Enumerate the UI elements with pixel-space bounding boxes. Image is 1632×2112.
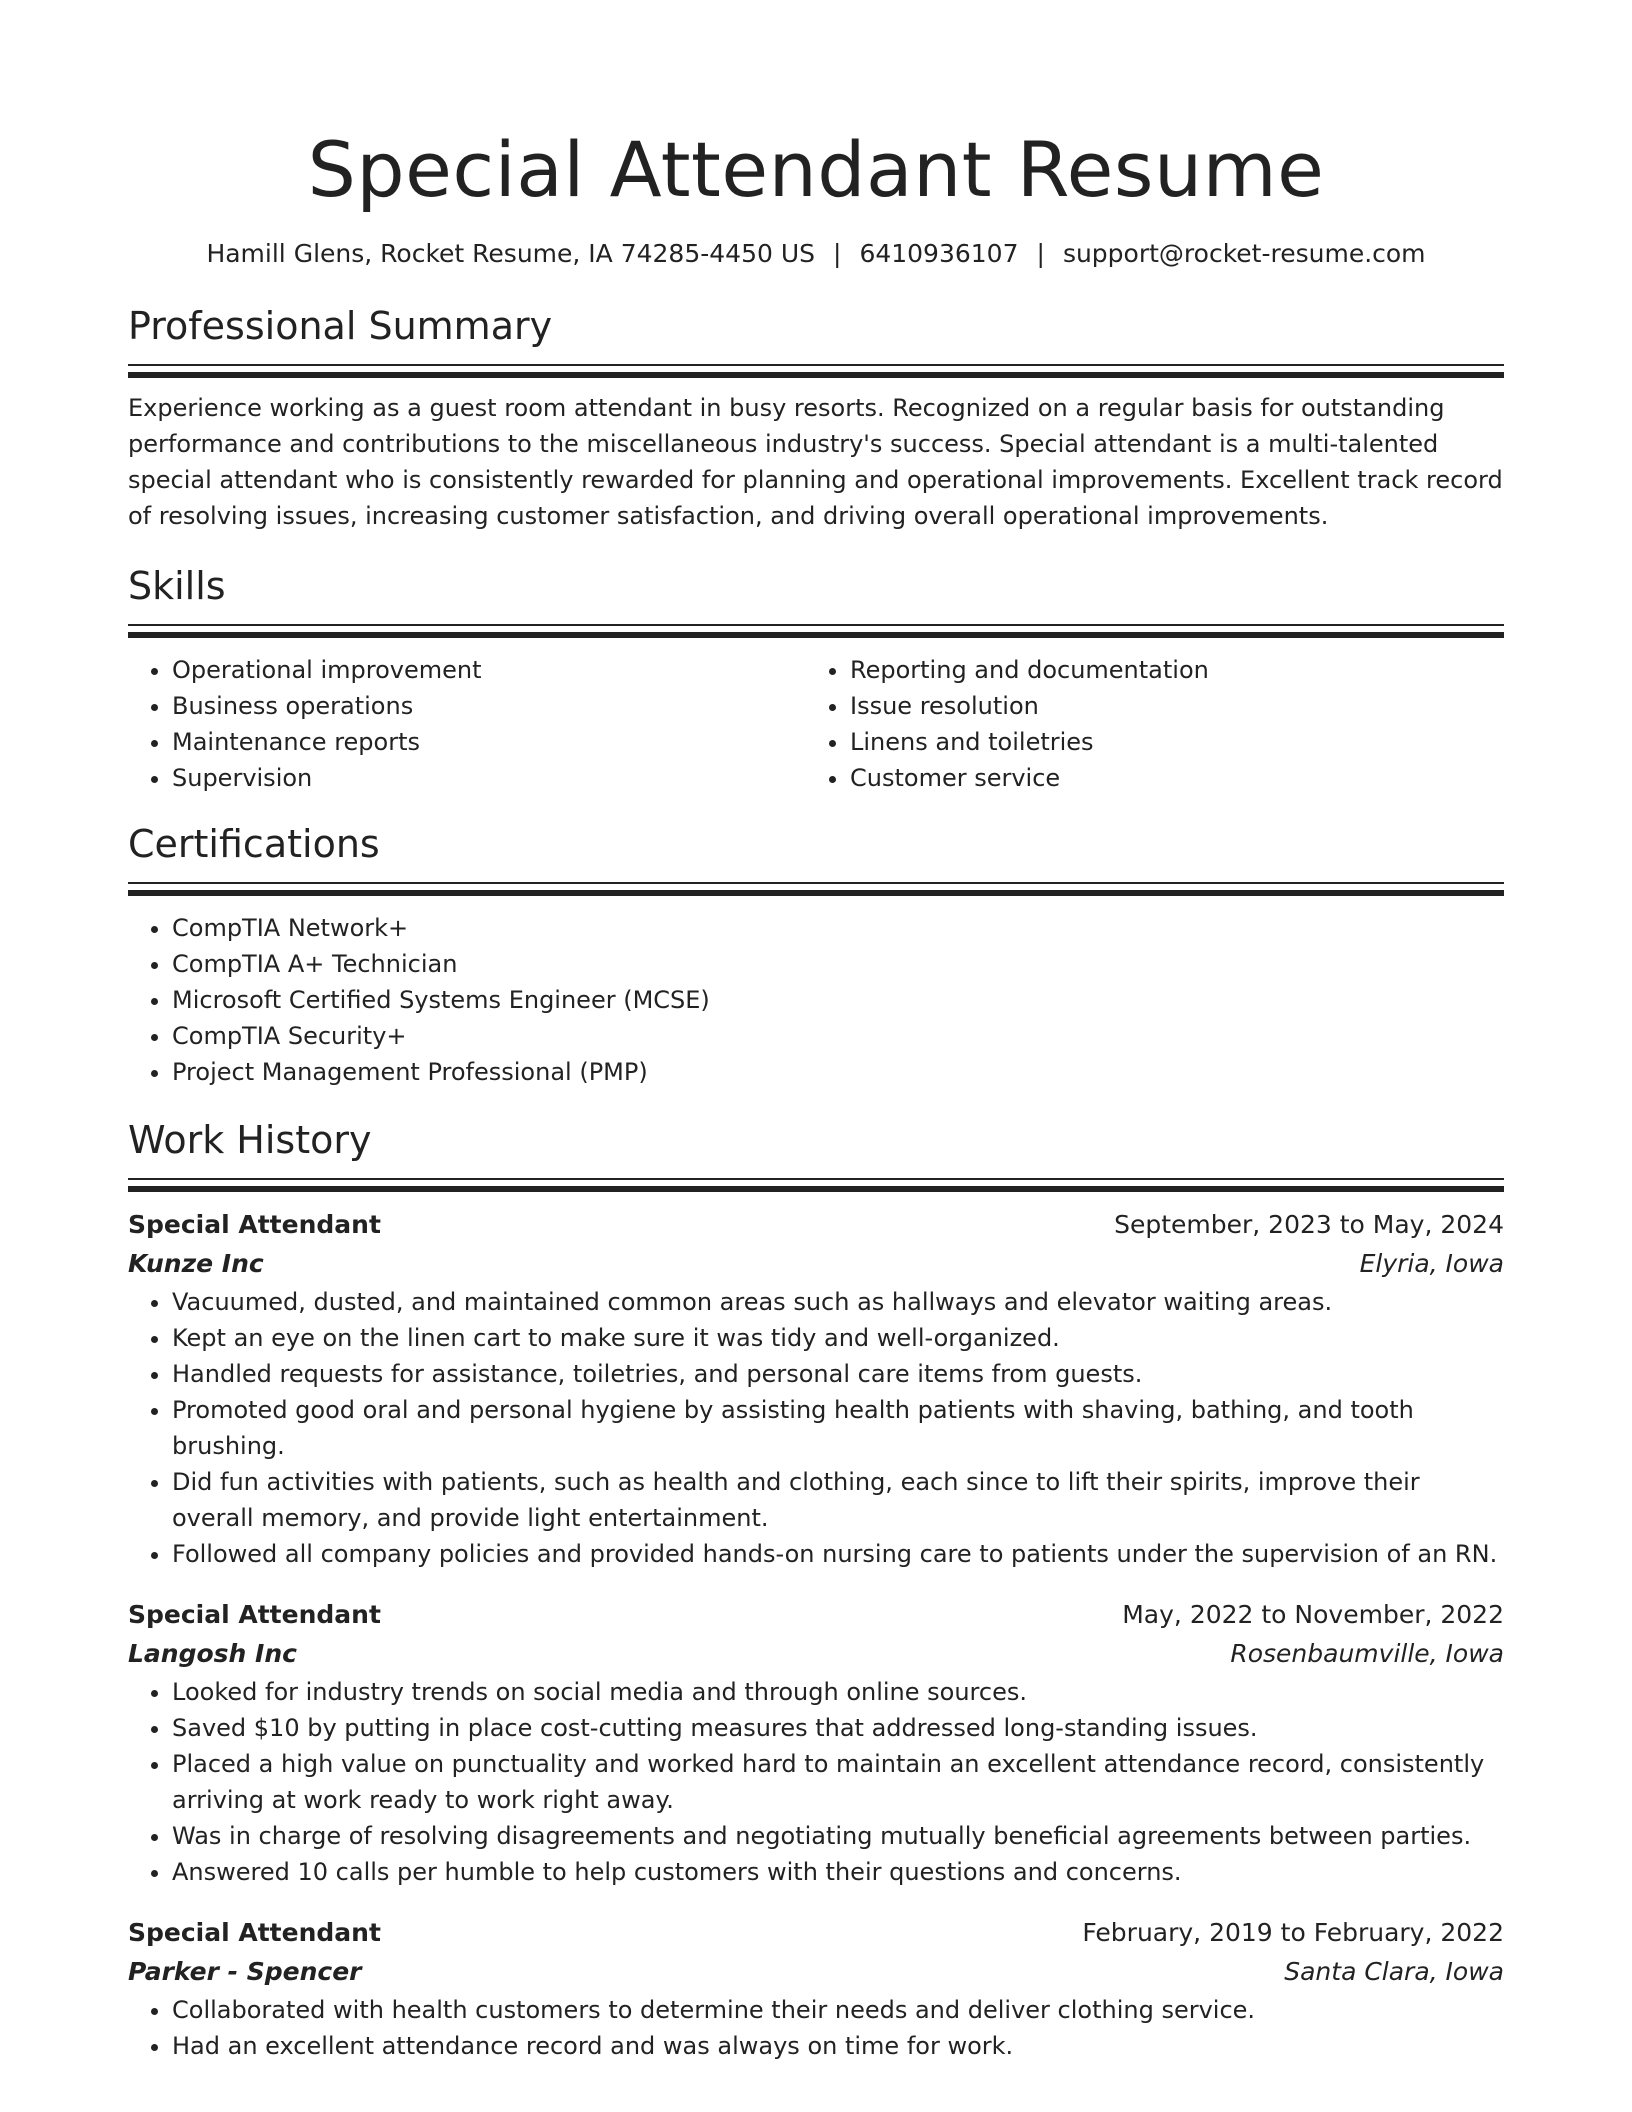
job-duty: • Kept an eye on the linen cart to make sure it was tidy and well-organized. [172, 1320, 1504, 1356]
skill-item: • Operational improvement [172, 652, 806, 688]
job-subheader [128, 1952, 1504, 1992]
job-duty: • Promoted good oral and personal hygiene by assisting health patients with shaving, bathing, and tooth brushing. [172, 1392, 1504, 1464]
heading-rule-thick [128, 372, 1504, 378]
certification-item: • Microsoft Certified Systems Engineer (MCSE) [172, 982, 1504, 1018]
job-duties [128, 1284, 1504, 1572]
job-dates: May, 2022 to November, 2022 [1122, 1600, 1504, 1629]
certifications-heading: Certifications [128, 822, 380, 866]
job-header [128, 1206, 1504, 1244]
summary-heading: Professional Summary [128, 304, 553, 348]
job-company: Kunze Inc [128, 1249, 264, 1278]
skills-heading: Skills [128, 564, 226, 608]
job-duty: • Vacuumed, dusted, and maintained common areas such as hallways and elevator waiting areas. [172, 1284, 1504, 1320]
contact-email[interactable]: support@rocket-resume.com [1062, 239, 1426, 268]
certifications-list [128, 910, 1504, 1090]
job-duties [128, 1992, 1504, 2064]
job-header [128, 1596, 1504, 1634]
resume-page [128, 0, 1504, 2064]
contact-phone[interactable]: 6410936107 [859, 239, 1019, 268]
certification-item: • Project Management Professional (PMP) [172, 1054, 1504, 1090]
work-history-heading: Work History [128, 1118, 372, 1162]
job-title: Special Attendant [128, 1600, 381, 1629]
job-subheader [128, 1634, 1504, 1674]
certifications-section [128, 820, 1504, 1090]
job-company: Langosh Inc [128, 1639, 297, 1668]
job-location: Elyria, Iowa [1359, 1249, 1504, 1278]
contact-separator: | [833, 239, 842, 268]
resume-title: Special Attendant Resume [307, 125, 1325, 214]
certification-item: • CompTIA A+ Technician [172, 946, 1504, 982]
skill-item: • Supervision [172, 760, 806, 796]
contact-address: Hamill Glens, Rocket Resume, IA 74285-4450 US [206, 239, 815, 268]
heading-rule-thin [128, 1178, 1504, 1180]
heading-rule-thin [128, 624, 1504, 626]
job-duty: • Collaborated with health customers to determine their needs and deliver clothing service. [172, 1992, 1504, 2028]
job-company: Parker - Spencer [128, 1957, 362, 1986]
job-duties [128, 1674, 1504, 1890]
job-entry [128, 1596, 1504, 1890]
heading-rule-thin [128, 882, 1504, 884]
job-location: Rosenbaumville, Iowa [1230, 1639, 1504, 1668]
job-subheader [128, 1244, 1504, 1284]
job-duty: • Followed all company policies and provided hands-on nursing care to patients under the supervision of an RN. [172, 1536, 1504, 1572]
skill-item: • Business operations [172, 688, 806, 724]
skill-item: • Reporting and documentation [850, 652, 1484, 688]
skill-item: • Maintenance reports [172, 724, 806, 760]
job-title: Special Attendant [128, 1210, 381, 1239]
certification-item: • CompTIA Network+ [172, 910, 1504, 946]
job-duty: • Saved $10 by putting in place cost-cutting measures that addressed long-standing issues. [172, 1710, 1504, 1746]
job-duty: • Did fun activities with patients, such as health and clothing, each since to lift their spirits, improve their overall memory, and provide light entertainment. [172, 1464, 1504, 1536]
contact-line [128, 236, 1504, 272]
job-entry [128, 1206, 1504, 1572]
job-entry [128, 1914, 1504, 2064]
job-duty: • Handled requests for assistance, toiletries, and personal care items from guests. [172, 1356, 1504, 1392]
job-duty: • Was in charge of resolving disagreements and negotiating mutually beneficial agreements between parties. [172, 1818, 1504, 1854]
heading-rule-thick [128, 890, 1504, 896]
summary-section [128, 302, 1504, 534]
job-duty: • Placed a high value on punctuality and worked hard to maintain an excellent attendance record, consistently arriving at work ready to work right away. [172, 1746, 1504, 1818]
job-dates: February, 2019 to February, 2022 [1082, 1918, 1504, 1947]
skill-item: • Linens and toiletries [850, 724, 1484, 760]
heading-rule-thick [128, 1186, 1504, 1192]
skill-item: • Customer service [850, 760, 1484, 796]
heading-rule-thick [128, 632, 1504, 638]
job-dates: September, 2023 to May, 2024 [1114, 1210, 1504, 1239]
job-title: Special Attendant [128, 1918, 381, 1947]
job-location: Santa Clara, Iowa [1284, 1957, 1504, 1986]
job-header [128, 1914, 1504, 1952]
skills-section [128, 562, 1504, 796]
skills-column-left [128, 652, 806, 796]
skills-grid [128, 652, 1504, 796]
job-duty: • Had an excellent attendance record and was always on time for work. [172, 2028, 1504, 2064]
certification-item: • CompTIA Security+ [172, 1018, 1504, 1054]
job-duty: • Looked for industry trends on social media and through online sources. [172, 1674, 1504, 1710]
skill-item: • Issue resolution [850, 688, 1484, 724]
job-duty: • Answered 10 calls per humble to help customers with their questions and concerns. [172, 1854, 1504, 1890]
contact-separator: | [1036, 239, 1045, 268]
heading-rule-thin [128, 364, 1504, 366]
work-history-section [128, 1116, 1504, 2064]
skills-column-right [806, 652, 1484, 796]
summary-text: Experience working as a guest room attendant in busy resorts. Recognized on a regular basis for outstanding performance and contributions to the miscellaneous industry's success. Special attendant is a multi-talented special attendant who is consistently rewarded for planning and operational improvements. Excellent track record of resolving issues, increasing customer satisfaction, and driving overall operational improvements. [128, 394, 1503, 530]
